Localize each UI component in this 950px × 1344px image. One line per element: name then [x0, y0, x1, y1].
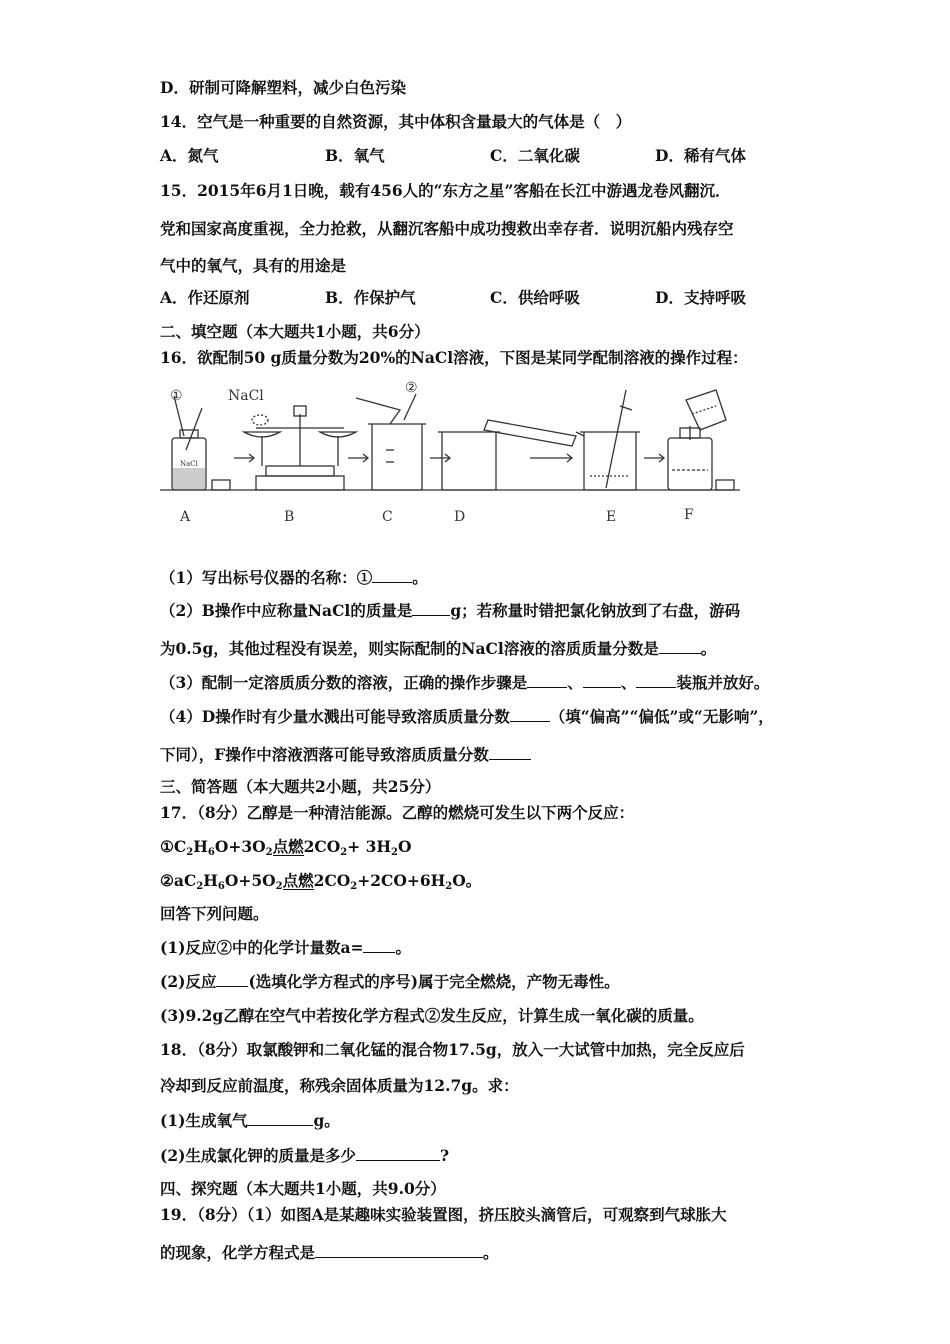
- q15-line1: 15．2015年6月1日晚，载有456人的“东方之星”客船在长江中游遇龙卷风翻沉．: [160, 181, 731, 200]
- label-b: B: [284, 509, 295, 525]
- q19-line1: 19．（8分）（1）如图A是某趣味实验装置图，挤压胶头滴管后，可观察到气球胀大: [160, 1205, 727, 1224]
- q16-part1: （1）写出标号仪器的名称：① 。: [160, 568, 428, 587]
- q13-option-d: D．研制可降解塑料，减少白色污染: [160, 78, 406, 97]
- q18-line1: 18．（8分）取氯酸钾和二氧化锰的混合物17.5g，放入一大试管中加热，完全反应后: [160, 1040, 745, 1059]
- label-e: E: [606, 509, 617, 525]
- q18-part1: (1)生成氧气 g。: [160, 1111, 340, 1130]
- q16-part4-cont: 下同），F操作中溶液洒落可能导致溶质质量分数: [160, 744, 531, 765]
- section-3-title: 三、简答题（本大题共2小题，共25分）: [160, 777, 441, 796]
- pouring-bottle-icon: [668, 390, 726, 490]
- answer-blank[interactable]: [247, 1110, 313, 1126]
- q16-stem: 16．欲配制50 g质量分数为20%的NaCl溶液，下图是某同学配制溶液的操作过程：: [160, 348, 748, 367]
- solution-prep-figure: [160, 380, 760, 530]
- q14-option-b: B．氧气: [325, 146, 385, 165]
- q17-part3: (3)9.2g乙醇在空气中若按化学方程式②发生反应，计算生成一氧化碳的质量。: [160, 1006, 704, 1025]
- q17-stem: 17．（8分）乙醇是一种清洁能源。乙醇的燃烧可发生以下两个反应：: [160, 803, 635, 822]
- label-a: A: [180, 509, 191, 525]
- answer-blank[interactable]: [510, 706, 550, 722]
- section-2-title: 二、填空题（本大题共1小题，共6分）: [160, 322, 430, 341]
- answer-blank[interactable]: [583, 672, 621, 688]
- reaction-condition: 点燃: [282, 871, 314, 890]
- q15-option-b: B．作保护气: [325, 288, 416, 307]
- reagent-bottle-icon: [172, 396, 206, 490]
- beaker-funnel-icon: [356, 394, 426, 490]
- q17-part2: (2)反应 (选填化学方程式的序号)属于完全燃烧，产物无毒性。: [160, 972, 620, 991]
- answer-blank[interactable]: [315, 1242, 483, 1258]
- q17-reaction-2: $②aC_2H_6O+5O_2$ 点燃 $2CO_2+2CO+6H_2O$。: [160, 871, 482, 892]
- q14-stem: 14．空气是一种重要的自然资源，其中体积含量最大的气体是（ ）: [160, 112, 632, 131]
- q14-option-a: A．氮气: [160, 146, 219, 165]
- label-c: C: [382, 509, 393, 525]
- nacl-bottle-label: NaCl: [180, 460, 198, 468]
- q17-part1: (1)反应②中的化学计量数a= 。: [160, 938, 411, 957]
- answer-blank[interactable]: [363, 937, 395, 953]
- q16-part2: （2）B操作中应称量NaCl的质量是 g；若称量时错把氯化钠放到了右盘，游码: [160, 601, 741, 620]
- section-4-title: 四、探究题（本大题共1小题，共9.0分）: [160, 1179, 446, 1198]
- q19-line2: 的现象，化学方程式是 。: [160, 1243, 499, 1262]
- answer-blank[interactable]: [527, 672, 567, 688]
- answer-blank[interactable]: [489, 744, 531, 760]
- mark-2: ②: [405, 380, 418, 396]
- q17-reaction-1: $①C_2H_6O+3O_2$ 点燃 $2CO_2+ 3H_2O$: [160, 837, 412, 858]
- answer-blank[interactable]: [412, 600, 450, 616]
- answer-blank[interactable]: [636, 672, 676, 688]
- q15-option-a: A．作还原剂: [160, 288, 250, 307]
- answer-blank[interactable]: [216, 971, 248, 987]
- answer-blank[interactable]: [659, 638, 701, 654]
- q16-part3: （3）配制一定溶质质分数的溶液，正确的操作步骤是 、 、 装瓶并放好。: [160, 673, 770, 692]
- q16-part4: （4）D操作时有少量水溅出可能导致溶质质量分数 （填“偏高”“偏低”或“无影响”，: [160, 707, 774, 726]
- label-d: D: [454, 509, 466, 525]
- beaker-cylinder-icon: [438, 420, 584, 490]
- beaker-stirring-icon: [580, 390, 640, 490]
- q15-option-c: C．供给呼吸: [490, 288, 580, 307]
- q15-line2: 党和国家高度重视，全力抢救，从翻沉客船中成功搜救出幸存者．说明沉船内残存空: [160, 219, 734, 238]
- q14-option-d: D．稀有气体: [655, 146, 746, 165]
- q18-part2: (2)生成氯化钾的质量是多少 ?: [160, 1146, 450, 1165]
- q15-option-d: D．支持呼吸: [655, 288, 746, 307]
- label-f: F: [684, 507, 694, 523]
- nacl-label: NaCl: [228, 388, 264, 404]
- answer-blank[interactable]: [356, 1145, 440, 1161]
- q17-ask: 回答下列问题。: [160, 904, 269, 923]
- stopper-icon: [716, 480, 734, 490]
- reaction-condition: 点燃: [272, 837, 304, 856]
- q14-option-c: C．二氧化碳: [490, 146, 580, 165]
- answer-blank[interactable]: [372, 567, 412, 583]
- q15-line3: 气中的氧气，具有的用途是: [160, 256, 347, 275]
- q16-part2-cont: 为0.5g，其他过程没有误差，则实际配制的NaCl溶液的溶质质量分数是 。: [160, 639, 717, 658]
- mark-1: ①: [170, 388, 183, 404]
- stopper-icon: [212, 480, 230, 490]
- q18-line2: 冷却到反应前温度，称残余固体质量为12.7g。求：: [160, 1076, 519, 1095]
- balance-icon: [244, 406, 356, 490]
